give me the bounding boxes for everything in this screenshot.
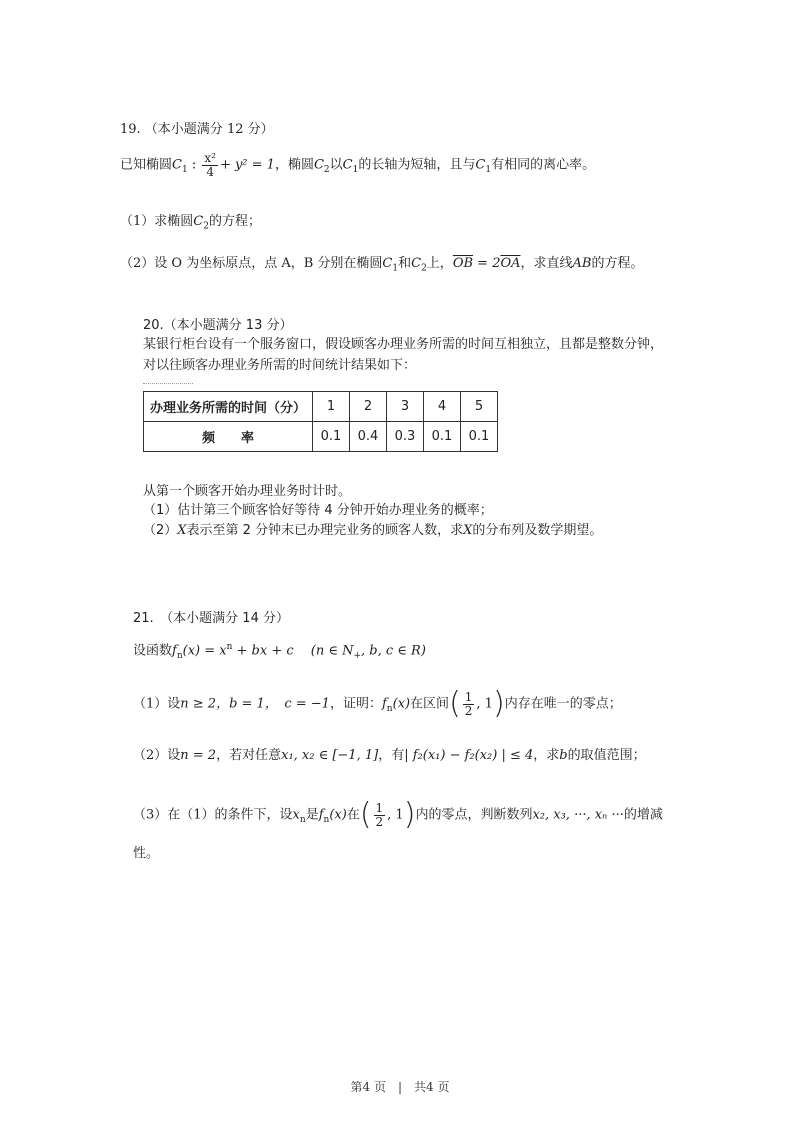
q21-p1-f: f xyxy=(381,696,387,712)
c2-symbol-p1: C xyxy=(193,214,204,229)
q21-p3-mid: 是 xyxy=(305,807,319,823)
c2-sub: 2 xyxy=(323,165,330,176)
q21-p1-mid2: 在区间 xyxy=(410,696,450,712)
c1-symbol: C xyxy=(172,157,182,173)
c1-sub-3: 1 xyxy=(485,165,492,176)
table-cell: 0.1 xyxy=(461,422,498,452)
q21-p2-b: b xyxy=(559,748,568,763)
q19-stem-prefix: 已知椭圆 xyxy=(120,157,173,173)
q20-p2-mid: 表示至第 2 分钟末已办理完业务的顾客人数，求 xyxy=(186,523,464,538)
q21-p3-end: 的增减 xyxy=(623,807,663,823)
q21-p1-prefix: （1）设 xyxy=(133,696,181,712)
eq-rest: + y² = 1 xyxy=(219,157,275,173)
q21-header: 21. （本小题满分 14 分） xyxy=(133,611,289,626)
frac-den: 4 xyxy=(206,164,214,179)
table-header-time: 办理业务所需的时间（分） xyxy=(144,392,313,422)
half-den-2: 2 xyxy=(375,814,384,829)
q21-p3-fx: (x) xyxy=(329,807,347,823)
q21-part3-wrap: 性。 xyxy=(133,846,160,861)
frac-num: x² xyxy=(204,151,216,165)
q21-p1-end: 内存在唯一的零点； xyxy=(504,696,622,712)
c1-sub: 1 xyxy=(181,165,188,176)
q19-part2 xyxy=(120,256,644,274)
c1-symbol-3: C xyxy=(475,157,486,173)
q21-stem xyxy=(133,642,426,662)
table-cell: 4 xyxy=(424,392,461,422)
q21-part1 xyxy=(133,686,622,722)
q21-p2-end: 的取值范围； xyxy=(567,748,646,763)
table-cell: 0.4 xyxy=(350,422,387,452)
half-den: 2 xyxy=(464,703,473,718)
left-paren-2: ( xyxy=(359,797,372,832)
stem-mid2: 以 xyxy=(329,157,343,173)
q21-part2 xyxy=(133,748,646,764)
func-eq: (x) = x xyxy=(182,643,227,659)
q20-stem-line2: 对以往顾客办理业务所需的时间统计结果如下： xyxy=(143,358,417,373)
c2-symbol: C xyxy=(313,157,324,173)
stem-mid: ，椭圆 xyxy=(274,157,314,173)
q20-p2-prefix: （2） xyxy=(143,523,178,538)
q19-part1 xyxy=(120,214,261,232)
table-cell: 3 xyxy=(387,392,424,422)
vector-oa: $\overline{OA}$ xyxy=(500,256,521,271)
q19-p2-on: 上， xyxy=(426,256,453,271)
q19-p2-tail: 的方程。 xyxy=(591,256,644,271)
q21-p2-cond: n = 2 xyxy=(180,748,217,763)
q21-p2-prefix: （2）设 xyxy=(133,748,181,763)
q21-p2-mid2: ，有 xyxy=(378,748,405,763)
c1-symbol-p2: C xyxy=(382,256,393,271)
colon: : xyxy=(187,157,201,173)
table-cell: 0.1 xyxy=(313,422,350,452)
c1-sub-2: 1 xyxy=(352,165,359,176)
half-fraction-2 xyxy=(374,802,386,828)
c2-sub-p2: 2 xyxy=(421,263,427,274)
right-paren-2: ) xyxy=(403,797,416,832)
q19-stem xyxy=(120,152,595,178)
q21-p3-prefix: （3）在（1）的条件下，设 xyxy=(133,807,293,823)
q20-after: 从第一个顾客开始办理业务时计时。 xyxy=(143,484,352,499)
interval-one-2: , 1 xyxy=(387,807,404,823)
q21-p3-xn: x xyxy=(292,807,300,823)
q19-p1-prefix: （1）求椭圆 xyxy=(120,214,194,229)
func-f: f xyxy=(172,643,177,659)
table-cell: 5 xyxy=(461,392,498,422)
q21-p3-f: f xyxy=(318,807,324,823)
q19-p2-prefix: （2）设 O 为坐标原点，点 A，B 分别在椭圆 xyxy=(120,256,383,271)
q19-p2-and: 和 xyxy=(398,256,412,271)
half-num: 1 xyxy=(464,689,473,704)
q20-p2-end: 的分布列及数学期望。 xyxy=(472,523,603,538)
q21-stem-prefix: 设函数 xyxy=(133,643,173,659)
q20-stem-line1: 某银行柜台设有一个服务窗口，假设顾客办理业务所需的时间互相独立，且都是整数分钟， xyxy=(143,337,664,352)
half-num-2: 1 xyxy=(375,800,384,815)
stem-end: 有相同的离心率。 xyxy=(491,157,596,173)
func-rest: + bx + c (n ∈ N xyxy=(232,643,354,659)
func-sup: n xyxy=(226,642,233,652)
func-sub: n xyxy=(176,650,183,661)
divider xyxy=(143,383,193,384)
q21-p1-fsub: n xyxy=(386,704,393,715)
interval-one: , 1 xyxy=(476,696,493,712)
stem-mid3: 的长轴为短轴，且与 xyxy=(358,157,476,173)
c2-sub-p1: 2 xyxy=(203,221,209,232)
var-x-2: X xyxy=(463,523,473,538)
q21-p2-ineq: | f₂(x₁) − f₂(x₂) | ≤ 4 xyxy=(404,748,534,763)
q21-p3-mid2: 在 xyxy=(346,807,360,823)
q21-p1-mid: ，证明： xyxy=(329,696,382,712)
q19-p2-end: ，求直线 xyxy=(520,256,573,271)
page-footer: 第4 页 | 共4 页 xyxy=(350,1080,450,1094)
frequency-table xyxy=(143,391,498,452)
table-row-frequency xyxy=(144,422,498,452)
q21-p2-x: x₁, x₂ ∈ [−1, 1] xyxy=(281,748,379,763)
q21-p2-mid: ，若对任意 xyxy=(216,748,282,763)
table-row-time xyxy=(144,392,498,422)
table-header-frequency: 频 率 xyxy=(144,422,313,452)
left-paren: ( xyxy=(449,686,461,721)
q21-p3-xnsub: n xyxy=(299,815,306,826)
q20-part1: （1）估计第三个顾客恰好等待 4 分钟开始办理业务的概率； xyxy=(143,503,493,518)
table-cell: 2 xyxy=(350,392,387,422)
table-cell: 1 xyxy=(313,392,350,422)
x-squared-over-4 xyxy=(202,152,218,178)
line-ab: AB xyxy=(572,256,592,271)
table-cell: 0.1 xyxy=(424,422,461,452)
q19-header: 19. （本小题满分 12 分） xyxy=(120,122,274,137)
vector-eq: = 2 xyxy=(473,256,501,271)
func-tail: , b, c ∈ R) xyxy=(361,643,426,659)
var-x: X xyxy=(177,523,187,538)
q21-p1-fx: (x) xyxy=(392,696,411,712)
q21-part3 xyxy=(133,797,663,833)
q21-p3-seq: x₂, x₃, ···, xₙ ··· xyxy=(532,807,624,823)
q19-p1-end: 的方程； xyxy=(208,214,261,229)
vector-ob: $\overline{OB}$ xyxy=(452,256,474,271)
q21-p3-mid3: 内的零点，判断数列 xyxy=(415,807,533,823)
right-paren: ) xyxy=(492,686,505,721)
q21-p2-mid3: ，求 xyxy=(533,748,560,763)
func-plus: + xyxy=(353,650,362,661)
c1-symbol-2: C xyxy=(342,157,353,173)
c2-symbol-p2: C xyxy=(411,256,422,271)
q20-part2 xyxy=(143,523,602,539)
q20-header: 20.（本小题满分 13 分） xyxy=(143,318,293,333)
half-fraction xyxy=(463,691,475,717)
c1-sub-p2: 1 xyxy=(392,263,399,274)
table-cell: 0.3 xyxy=(387,422,424,452)
q21-p1-cond: n ≥ 2，b = 1， c = −1 xyxy=(180,696,330,712)
q21-p3-fsub: n xyxy=(323,815,330,826)
